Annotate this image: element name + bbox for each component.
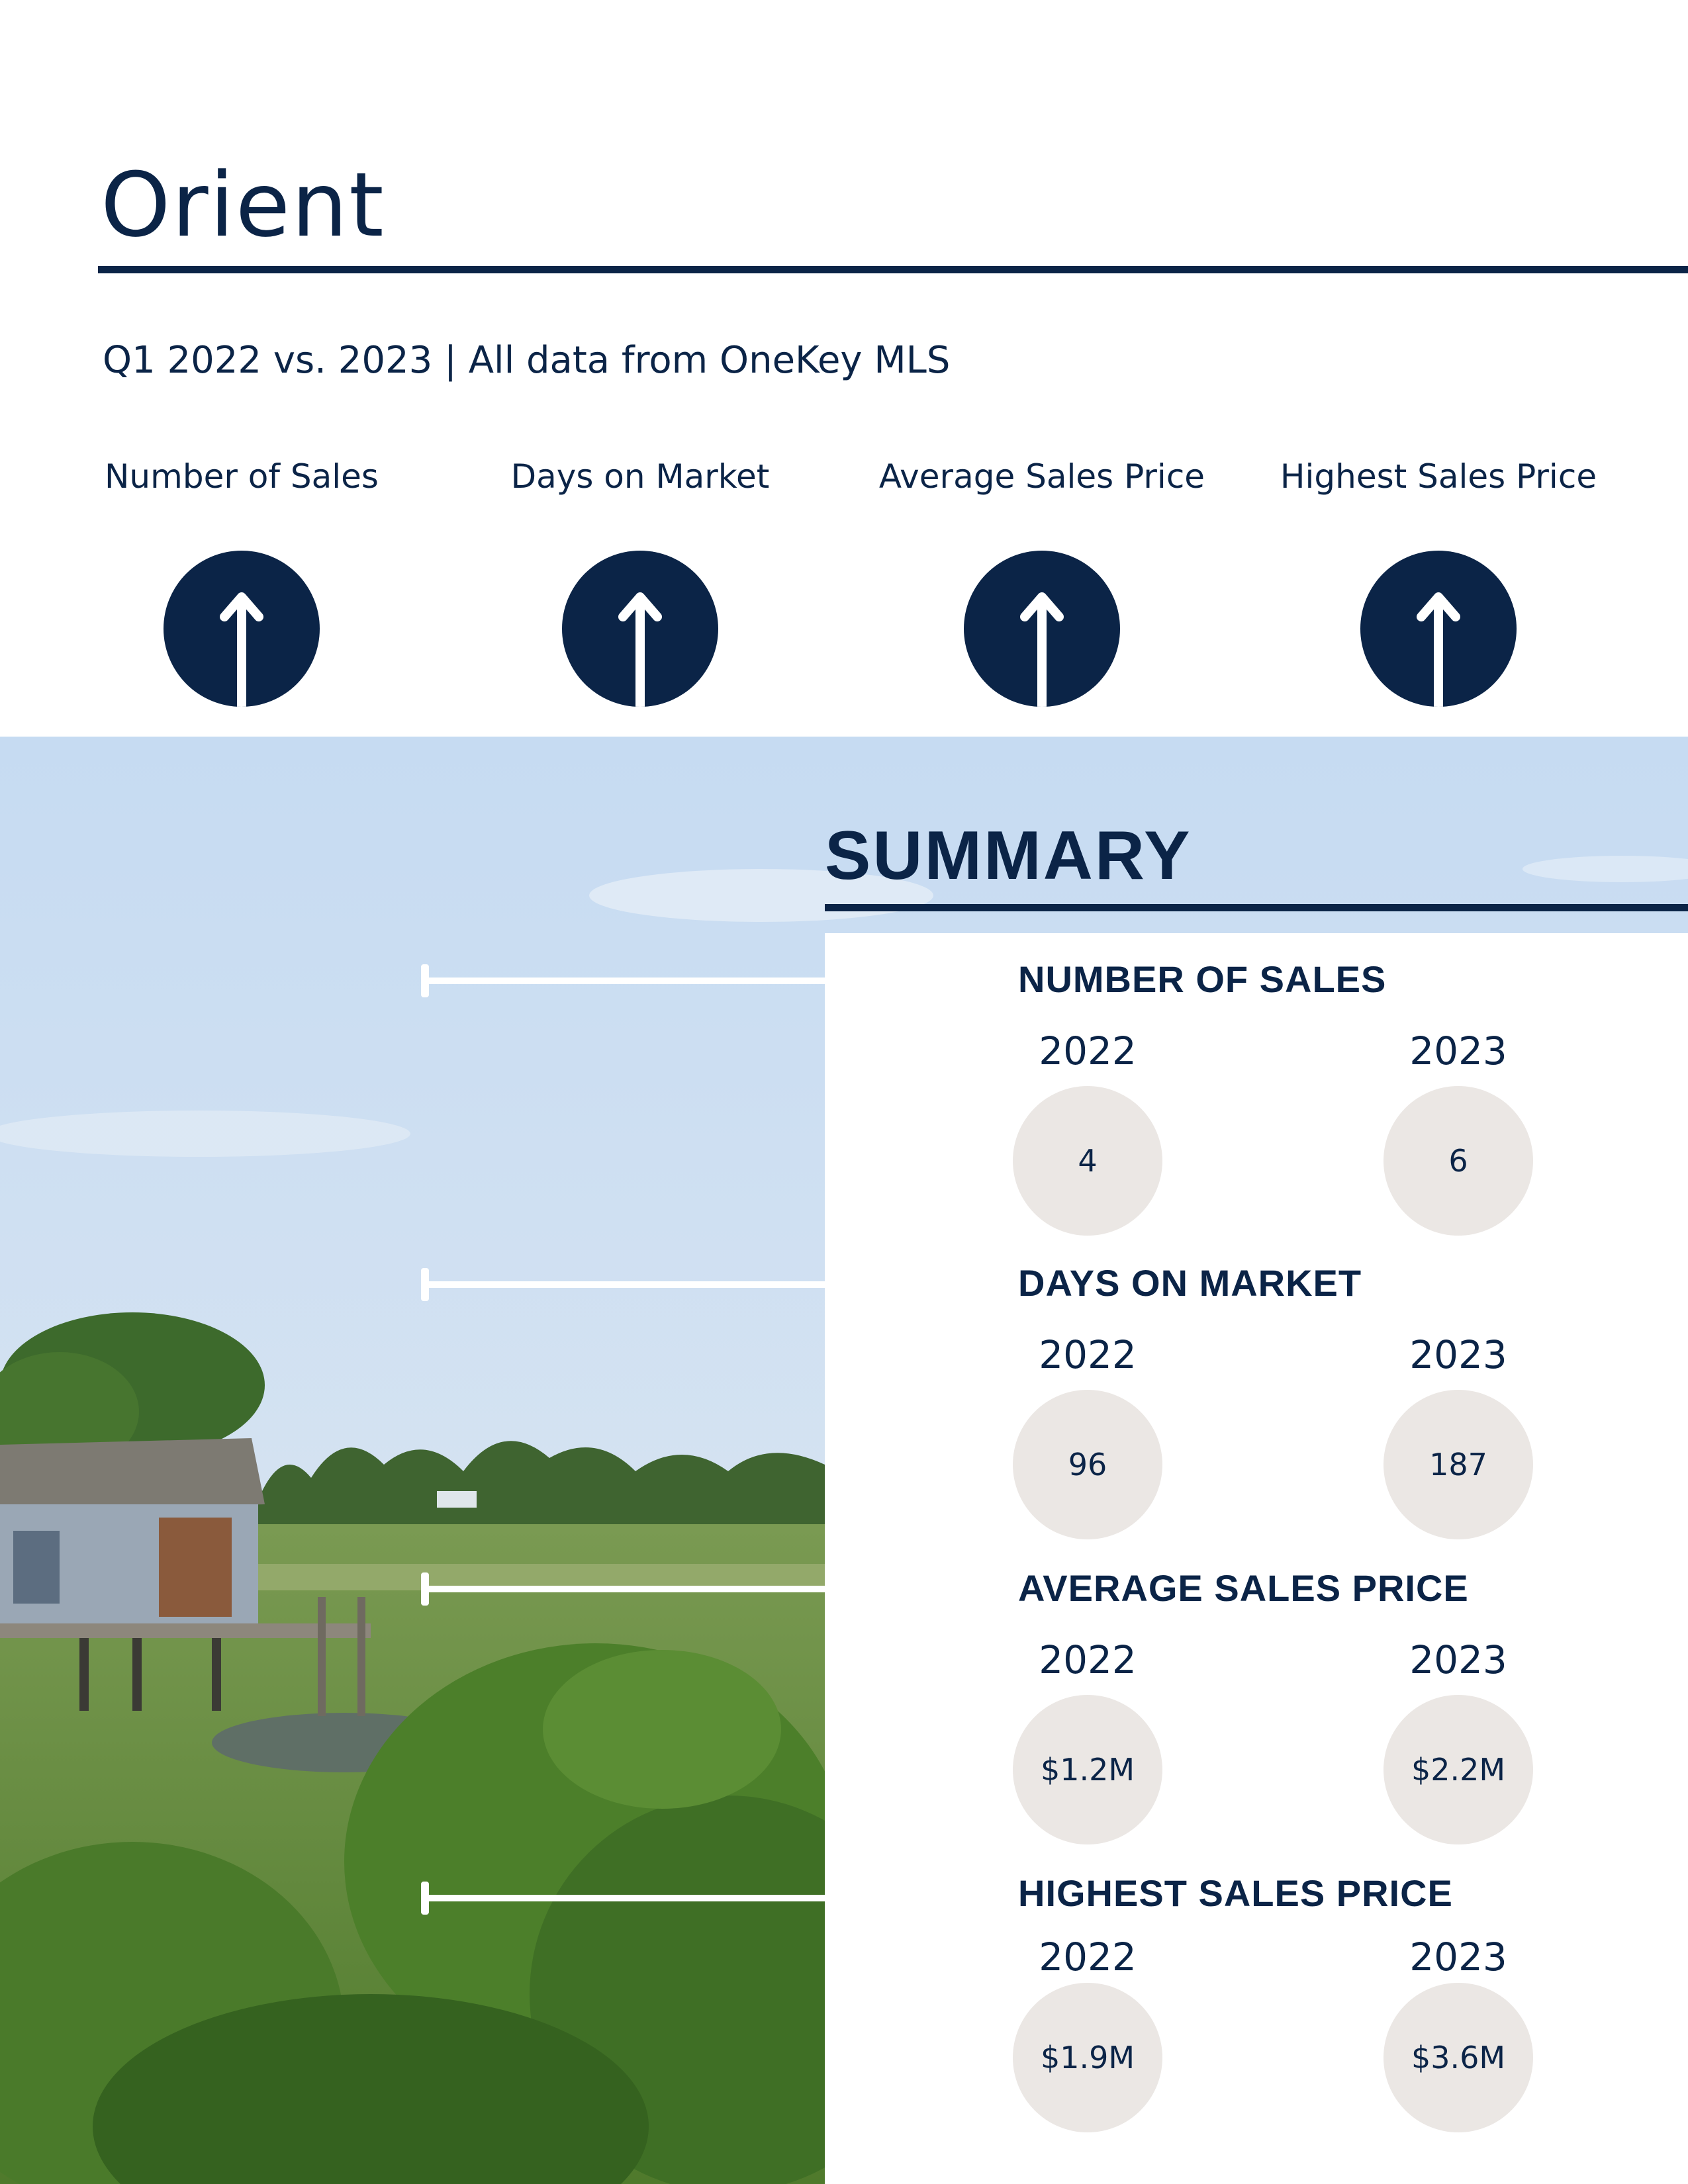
metric-title: NUMBER OF SALES <box>1018 958 1387 1000</box>
year-label: 2023 <box>1409 1028 1507 1073</box>
value-bubble: 6 <box>1383 1086 1533 1236</box>
metric-title: AVERAGE SALES PRICE <box>1018 1567 1469 1609</box>
value-bubble: $2.2M <box>1383 1695 1533 1844</box>
value-bubble: 187 <box>1383 1390 1533 1539</box>
up-arrow-icon <box>964 551 1120 707</box>
year-label: 2022 <box>1039 1028 1137 1073</box>
value-bubble: $1.9M <box>1013 1983 1162 2132</box>
metric-title: DAYS ON MARKET <box>1018 1262 1362 1304</box>
stat-days-on-market <box>455 450 825 707</box>
year-label: 2023 <box>1409 1332 1507 1377</box>
stat-average-sales-price <box>857 450 1227 707</box>
stat-label: Days on Market <box>510 457 770 496</box>
value-bubble: $1.2M <box>1013 1695 1162 1844</box>
page-title: Orient <box>101 154 385 257</box>
page-subtitle: Q1 2022 vs. 2023 | All data from OneKey MLS <box>103 339 951 382</box>
value-bubble: 4 <box>1013 1086 1162 1236</box>
stat-label: Average Sales Price <box>878 457 1205 496</box>
summary-panel <box>825 933 1688 2184</box>
stat-label: Number of Sales <box>105 457 379 496</box>
connector-line <box>421 1586 825 1592</box>
connector-line <box>421 1895 825 1901</box>
title-divider <box>98 266 1688 273</box>
year-label: 2022 <box>1039 1637 1137 1682</box>
summary-divider <box>825 904 1688 911</box>
stat-highest-sales-price <box>1253 450 1624 707</box>
year-label: 2023 <box>1409 1934 1507 1979</box>
stat-number-of-sales <box>56 450 427 707</box>
year-label: 2023 <box>1409 1637 1507 1682</box>
year-label: 2022 <box>1039 1332 1137 1377</box>
value-bubble: $3.6M <box>1383 1983 1533 2132</box>
up-arrow-icon <box>562 551 718 707</box>
summary-title: SUMMARY <box>825 817 1192 894</box>
metric-title: HIGHEST SALES PRICE <box>1018 1872 1453 1914</box>
connector-line <box>421 978 825 984</box>
value-bubble: 96 <box>1013 1390 1162 1539</box>
stat-label: Highest Sales Price <box>1280 457 1597 496</box>
up-arrow-icon <box>164 551 320 707</box>
up-arrow-icon <box>1360 551 1517 707</box>
year-label: 2022 <box>1039 1934 1137 1979</box>
connector-line <box>421 1281 825 1288</box>
